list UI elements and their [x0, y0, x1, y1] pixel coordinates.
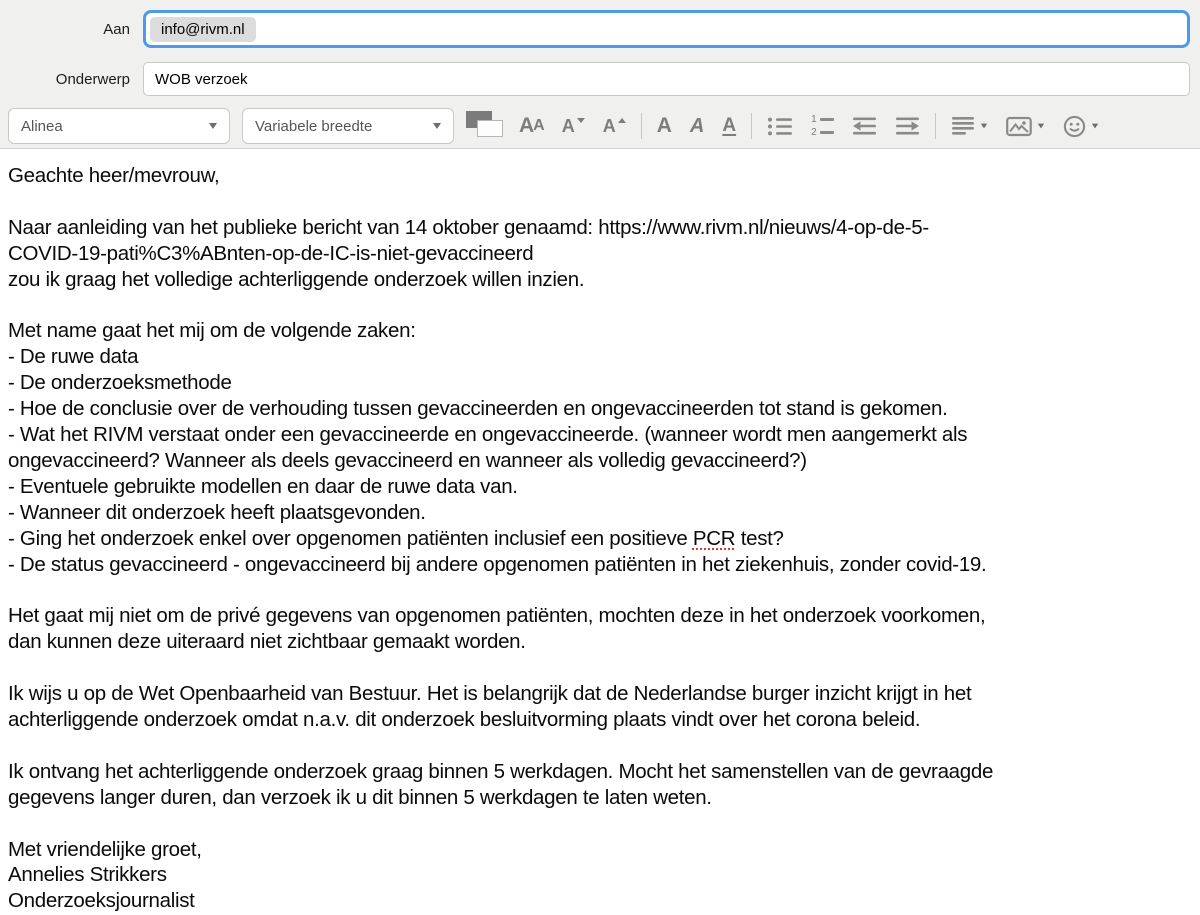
to-label: Aan	[103, 20, 130, 38]
body-line: dan kunnen deze uiteraard niet zichtbaar gemaakt worden.	[8, 630, 526, 654]
font-width-select[interactable]	[242, 108, 454, 144]
body-line	[8, 733, 1192, 759]
body-line	[8, 189, 1192, 215]
triangle-up-icon	[618, 118, 626, 123]
body-line: - De onderzoeksmethode	[8, 371, 232, 395]
body-line: ongevaccineerd? Wanneer als deels gevaccineerd en wanneer als volledig gevaccineerd?)	[8, 448, 807, 472]
chevron-down-icon	[1037, 124, 1043, 129]
body-line	[8, 811, 1192, 837]
body-line: - Eventuele gebruikte modellen en daar de ruwe data van.	[8, 474, 518, 498]
text-color-icon	[477, 120, 503, 137]
chevron-down-icon	[209, 123, 217, 129]
underline-icon: A	[722, 115, 737, 136]
body-line: - De ruwe data	[8, 345, 139, 369]
body-line: Annelies Strikkers	[8, 863, 167, 887]
compose-header	[0, 0, 1200, 149]
subject-row	[0, 62, 1200, 96]
smaller-text-icon: A	[561, 115, 575, 136]
chevron-down-icon	[433, 123, 441, 129]
font-size-icon: A	[519, 114, 534, 137]
emoji-icon	[1063, 115, 1086, 138]
body-line: gegevens langer duren, dan verzoek ik u dit binnen 5 werkdagen te laten weten.	[8, 785, 712, 809]
paragraph-style-select[interactable]	[8, 108, 230, 144]
triangle-down-icon	[577, 118, 585, 123]
body-line: Naar aanleiding van het publieke bericht van 14 oktober genaamd: https://www.rivm.nl/nieuws/4-op-de-5-	[8, 215, 929, 239]
italic-icon: A	[689, 114, 705, 137]
bigger-text-icon: A	[602, 115, 616, 136]
insert-image-icon	[1006, 116, 1032, 137]
font-size-button[interactable]: A A	[519, 114, 544, 137]
body-line: - Wanneer dit onderzoek heeft plaatsgevonden.	[8, 500, 426, 524]
to-input[interactable]	[143, 10, 1190, 48]
decrease-font-size-button[interactable]	[553, 108, 594, 144]
body-line: Het gaat mij niet om de privé gegevens van opgenomen patiënten, mochten deze in het onderzoek voorkomen,	[8, 604, 986, 628]
numbered-list-button[interactable]	[802, 108, 843, 144]
body-line	[8, 293, 1192, 319]
body-line: - Wat het RIVM verstaat onder een gevaccineerde en ongevaccineerde. (wanneer wordt men aangemerkt als	[8, 423, 968, 447]
bold-icon: A	[656, 114, 672, 137]
text-alignment-button[interactable]	[942, 108, 997, 144]
body-line: - Hoe de conclusie over de verhouding tussen gevaccineerden en ongevaccineerden tot stand is gekomen.	[8, 397, 948, 421]
bulleted-list-icon	[767, 116, 793, 137]
paragraph-style-value: Alinea	[21, 117, 63, 135]
body-line: Ik ontvang het achterliggende onderzoek graag binnen 5 werkdagen. Mocht het samenstellen van de gevraagde	[8, 759, 994, 783]
outdent-icon	[852, 116, 877, 136]
emoji-button[interactable]	[1054, 108, 1108, 144]
insert-image-button[interactable]	[997, 108, 1054, 144]
increase-font-size-button[interactable]	[594, 108, 635, 144]
numbered-list-icon: 1 2	[811, 115, 834, 138]
body-line: COVID-19-pati%C3%ABnten-op-de-IC-is-niet-gevaccineerd	[8, 241, 534, 265]
text-alignment-icon	[951, 116, 975, 136]
bulleted-list-button[interactable]	[758, 108, 802, 144]
chevron-down-icon	[1091, 124, 1097, 129]
italic-button[interactable]	[681, 108, 713, 144]
outdent-button[interactable]	[843, 108, 886, 144]
body-line: - De status gevaccineerd - ongevaccineerd bij andere opgenomen patiënten in het ziekenhuis, zonder covid-19.	[8, 552, 987, 576]
underline-button[interactable]	[713, 108, 745, 144]
subject-label: Onderwerp	[55, 70, 130, 88]
toolbar-divider	[935, 113, 936, 139]
misspelled-word: PCR	[692, 526, 736, 550]
body-line: Met name gaat het mij om de volgende zaken:	[8, 319, 416, 343]
bold-button[interactable]	[648, 108, 681, 144]
indent-button[interactable]	[886, 108, 929, 144]
body-line	[8, 655, 1192, 681]
body-line: Ik wijs u op de Wet Openbaarheid van Bestuur. Het is belangrijk dat de Nederlandse burger inzicht krijgt in het	[8, 682, 972, 706]
email-body[interactable]	[0, 149, 1200, 914]
body-line: - Ging het onderzoek enkel over opgenomen patiënten inclusief een positieve PCR test?	[8, 526, 784, 550]
indent-icon	[895, 116, 920, 136]
chevron-down-icon	[980, 124, 986, 129]
text-color-button[interactable]	[466, 111, 506, 141]
body-line: achterliggende onderzoek omdat n.a.v. dit onderzoek besluitvorming plaats vindt over het corona beleid.	[8, 708, 921, 732]
body-line: zou ik graag het volledige achterliggende onderzoek willen inzien.	[8, 267, 585, 291]
formatting-toolbar	[0, 104, 1200, 148]
recipient-token[interactable]: info@rivm.nl	[150, 17, 256, 42]
body-line: Geachte heer/mevrouw,	[8, 164, 220, 187]
body-line: Met vriendelijke groet,	[8, 837, 202, 861]
toolbar-divider	[751, 113, 752, 139]
body-line: Onderzoeksjournalist	[8, 889, 195, 913]
subject-input[interactable]	[143, 62, 1190, 96]
body-line	[8, 578, 1192, 604]
font-width-value: Variabele breedte	[255, 117, 373, 135]
to-row	[0, 10, 1200, 48]
toolbar-divider	[641, 113, 642, 139]
